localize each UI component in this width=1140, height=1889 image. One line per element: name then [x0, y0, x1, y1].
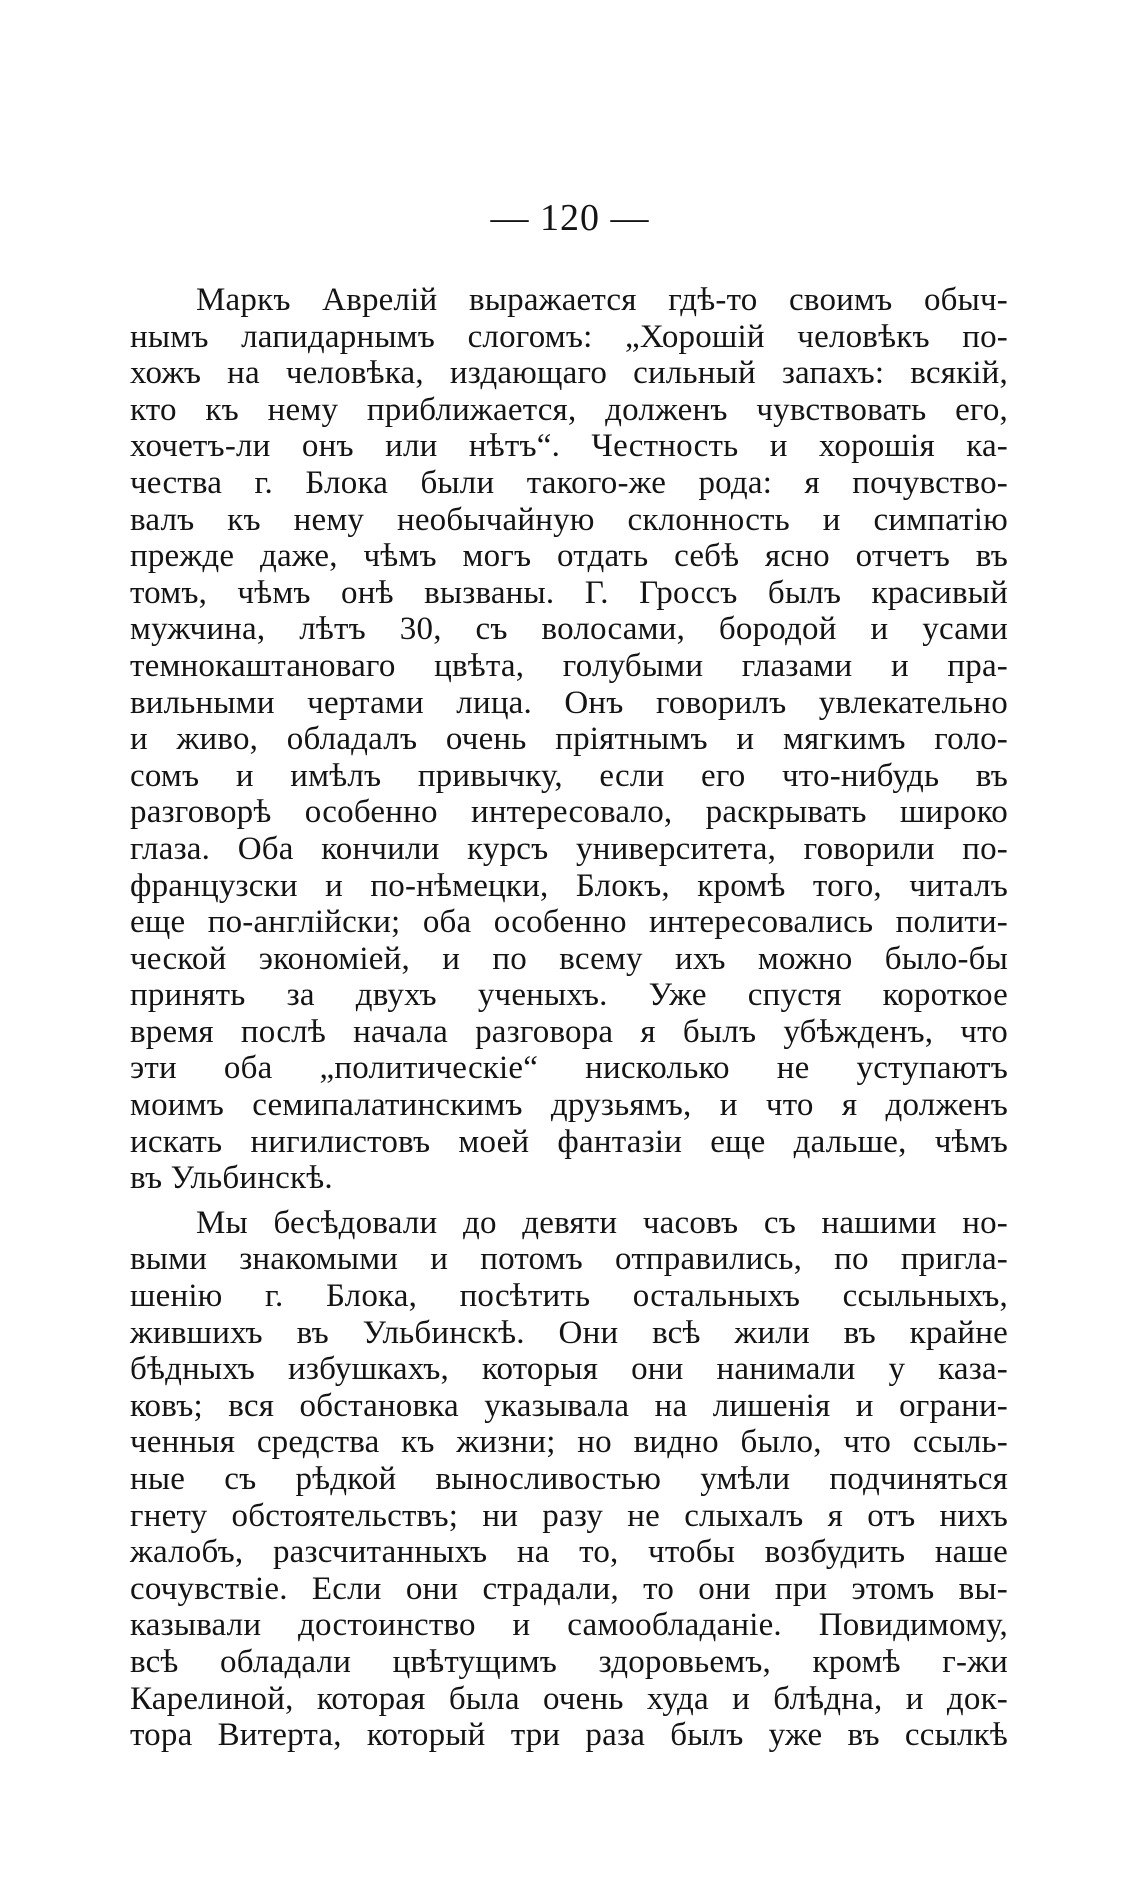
text-line: Мы бесѣдовали до девяти часовъ съ нашими но-	[196, 1204, 1008, 1241]
text-line: искать нигилистовъ моей фантазіи еще дальше, чѣмъ	[130, 1123, 1008, 1160]
text-line: французски и по-нѣмецки, Блокъ, кромѣ того, читалъ	[130, 867, 1008, 904]
text-line: Маркъ Аврелій выражается гдѣ-то своимъ обыч-	[196, 282, 1008, 318]
body-text	[130, 282, 1008, 1754]
text-line: жалобъ, разсчитанныхъ на то, чтобы возбудить наше	[130, 1534, 1008, 1571]
text-line: бѣдныхъ избушкахъ, которыя они нанимали у каза-	[130, 1351, 1008, 1388]
text-line: казывали достоинство и самообладаніе. Повидимому,	[130, 1607, 1008, 1644]
text-line: мужчина, лѣтъ 30, съ волосами, бородой и усами	[130, 611, 1008, 648]
text-line: сомъ и имѣлъ привычку, если его что-нибудь въ	[130, 757, 1008, 794]
paragraph-gap	[130, 1197, 1008, 1205]
text-line: принять за двухъ ученыхъ. Уже спустя короткое	[130, 977, 1008, 1014]
text-line: нымъ лапидарнымъ слогомъ: „Хорошій человѣкъ по-	[130, 318, 1008, 355]
text-line: тора Витерта, который три раза былъ уже въ ссылкѣ	[130, 1717, 1008, 1754]
text-line: кто къ нему приближается, долженъ чувствовать его,	[130, 391, 1008, 428]
paragraph	[130, 1205, 1008, 1754]
text-line: Карелиной, которая была очень худа и блѣдна, и док-	[130, 1680, 1008, 1717]
text-line: эти оба „политическіе“ нисколько не уступаютъ	[130, 1050, 1008, 1087]
text-line: вильными чертами лица. Онъ говорилъ увлекательно	[130, 684, 1008, 721]
text-line: выми знакомыми и потомъ отправились, по пригла-	[130, 1241, 1008, 1278]
text-line: время послѣ начала разговора я былъ убѣжденъ, что	[130, 1013, 1008, 1050]
text-line: ные съ рѣдкой выносливостью умѣли подчиняться	[130, 1461, 1008, 1497]
text-line: шенію г. Блока, посѣтить остальныхъ ссыльныхъ,	[130, 1278, 1008, 1315]
text-line: всѣ обладали цвѣтущимъ здоровьемъ, кромѣ г-жи	[130, 1643, 1008, 1680]
text-line: разговорѣ особенно интересовало, раскрывать широко	[130, 794, 1008, 831]
text-line: ковъ; вся обстановка указывала на лишенія и ограни-	[130, 1387, 1008, 1424]
text-line: гнету обстоятельствъ; ни разу не слыхалъ я отъ нихъ	[130, 1497, 1008, 1534]
text-line: жившихъ въ Ульбинскѣ. Они всѣ жили въ крайне	[130, 1314, 1008, 1351]
text-line: хочетъ-ли онъ или нѣтъ“. Честность и хорошія ка-	[130, 428, 1008, 465]
text-line: ческой экономіей, и по всему ихъ можно было-бы	[130, 940, 1008, 977]
text-line: еще по-англійски; оба особенно интересовались полити-	[130, 904, 1008, 941]
text-line: ченныя средства къ жизни; но видно было, что ссыль-	[130, 1424, 1008, 1461]
text-line: валъ къ нему необычайную склонность и симпатію	[130, 501, 1008, 538]
page-number: — 120 —	[490, 197, 650, 239]
paragraph	[130, 282, 1008, 1197]
text-line: хожъ на человѣка, издающаго сильный запахъ: всякій,	[130, 355, 1008, 392]
text-line: томъ, чѣмъ онѣ вызваны. Г. Гроссъ былъ красивый	[130, 574, 1008, 611]
text-line: моимъ семипалатинскимъ друзьямъ, и что я долженъ	[130, 1087, 1008, 1124]
text-line: глаза. Оба кончили курсъ университета, говорили по-	[130, 830, 1008, 867]
text-line: чества г. Блока были такого-же рода: я почувство-	[130, 464, 1008, 501]
text-line: и живо, обладалъ очень пріятнымъ и мягкимъ голо-	[130, 721, 1008, 758]
text-line: темнокаштановаго цвѣта, голубыми глазами и пра-	[130, 647, 1008, 684]
text-line: сочувствіе. Если они страдали, то они при этомъ вы-	[130, 1570, 1008, 1607]
text-line: въ Ульбинскѣ.	[130, 1160, 333, 1197]
text-line: прежде даже, чѣмъ могъ отдать себѣ ясно отчетъ въ	[130, 538, 1008, 575]
